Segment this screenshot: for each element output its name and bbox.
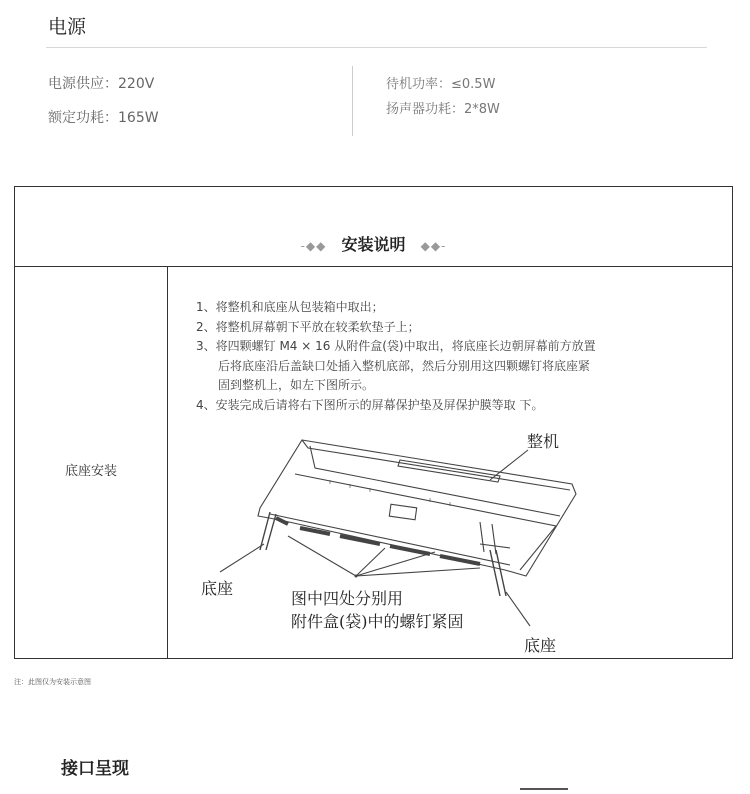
install-steps (196, 298, 596, 415)
spec-speaker-power: 扬声器功耗：2*8W (386, 102, 500, 117)
spec-standby-power: 待机功率：≤0.5W (386, 77, 496, 92)
step-3-cont-1: 后将底座沿后盖缺口处插入整机底部，然后分别用这四颗螺钉将底座紧 (218, 358, 591, 373)
label-screws-line-2: 附件盒(袋)中的螺钉紧固 (291, 612, 464, 631)
label-screws-line-1: 图中四处分别用 (291, 589, 404, 608)
divider (46, 47, 707, 48)
label-base-left: 底座 (201, 579, 234, 598)
spec-rated-power: 额定功耗：165W (48, 110, 159, 126)
install-table-header (15, 187, 732, 267)
label-tv: 整机 (527, 432, 560, 451)
label-base-right: 底座 (524, 636, 557, 655)
row-label-base-install: 底座安装 (64, 464, 117, 479)
decor-right-icon: ◆◆- (420, 239, 447, 253)
install-note: 注：此图仅为安装示意图 (14, 678, 91, 686)
interface-image-edge (520, 788, 568, 790)
step-4: 4、安装完成后请将右下图所示的屏幕保护垫及屏保护膜等取 下。 (196, 397, 544, 412)
step-2: 2、将整机屏幕朝下平放在较柔软垫子上； (196, 319, 420, 334)
spec-divider (352, 66, 353, 136)
step-3: 3、将四颗螺钉 M4 × 16 从附件盒(袋)中取出，将底座长边朝屏幕前方放置 (196, 339, 596, 353)
column-divider (167, 267, 168, 659)
step-1: 1、将整机和底座从包装箱中取出； (196, 300, 384, 314)
decor-left-icon: -◆◆ (300, 239, 327, 253)
step-3-cont-2: 固到整机上，如左下图所示。 (218, 378, 375, 392)
section-title-power: 电源 (48, 16, 87, 38)
install-title: 安装说明 (341, 235, 406, 254)
spec-power-supply: 电源供应：220V (48, 76, 155, 92)
install-heading (15, 232, 732, 255)
section-title-interfaces: 接口呈现 (61, 759, 129, 779)
